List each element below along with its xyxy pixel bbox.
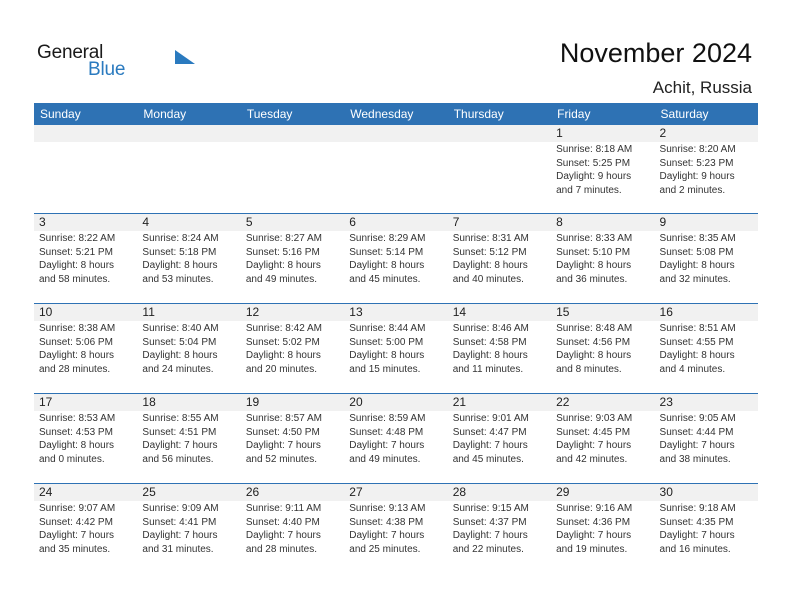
sunset-text: Sunset: 5:18 PM: [142, 246, 217, 258]
daylight-text: Daylight: 8 hours: [142, 350, 218, 361]
day-number: [142, 125, 240, 142]
day-cell: [137, 484, 240, 556]
day-number: 19: [245, 395, 260, 409]
day-number: 1: [556, 126, 563, 140]
day-number: 17: [39, 395, 53, 409]
day-number: 9: [659, 215, 667, 229]
sunset-text: Sunset: 5:14 PM: [349, 246, 424, 258]
day-cell: [34, 484, 137, 556]
sunrise-text: Sunrise: 8:31 AM: [452, 233, 529, 244]
sunset-text: Sunset: 5:08 PM: [659, 246, 734, 258]
daylight-text: Daylight: 7 hours: [659, 440, 735, 451]
week-row: [34, 213, 758, 303]
sunrise-text: Sunrise: 8:59 AM: [349, 413, 426, 424]
day-cell: [241, 394, 344, 466]
sunset-text: Sunset: 5:00 PM: [349, 336, 424, 348]
weekday-friday: Friday: [557, 107, 591, 121]
daylight-minutes-text: and 35 minutes.: [39, 543, 111, 555]
weekday-sunday: Sunday: [40, 107, 81, 121]
daylight-text: Daylight: 8 hours: [452, 350, 528, 361]
daylight-text: Daylight: 7 hours: [349, 530, 425, 541]
daylight-minutes-text: and 56 minutes.: [142, 453, 214, 465]
daylight-minutes-text: and 2 minutes.: [659, 184, 726, 196]
sunset-text: Sunset: 4:58 PM: [452, 336, 527, 348]
sunrise-text: Sunrise: 9:01 AM: [452, 413, 529, 424]
weekday-monday: Monday: [143, 107, 187, 121]
daylight-text: Daylight: 8 hours: [39, 350, 115, 361]
day-cell: [551, 125, 654, 197]
daylight-text: Daylight: 8 hours: [245, 260, 321, 271]
daylight-minutes-text: and 49 minutes.: [349, 453, 421, 465]
day-number: 22: [556, 395, 570, 409]
daylight-text: Daylight: 7 hours: [452, 440, 528, 451]
daylight-text: Daylight: 8 hours: [452, 260, 528, 271]
day-number: [39, 125, 137, 142]
day-cell: [448, 484, 551, 556]
day-cell: [448, 304, 551, 376]
daylight-minutes-text: and 28 minutes.: [245, 543, 318, 555]
daylight-text: Daylight: 9 hours: [556, 171, 632, 182]
daylight-text: Daylight: 7 hours: [245, 530, 321, 541]
sunrise-text: Sunrise: 8:40 AM: [142, 323, 219, 334]
day-cell: [344, 125, 447, 197]
day-number: 2: [659, 126, 667, 140]
daylight-text: Daylight: 8 hours: [349, 350, 425, 361]
daylight-minutes-text: and 7 minutes.: [556, 184, 622, 196]
sunrise-text: Sunrise: 8:22 AM: [39, 233, 116, 244]
daylight-minutes-text: and 15 minutes.: [349, 363, 421, 375]
daylight-text: Daylight: 8 hours: [245, 350, 321, 361]
sunset-text: Sunset: 5:06 PM: [39, 336, 113, 348]
day-number: 16: [659, 305, 673, 319]
page-title: November 2024: [559, 38, 752, 68]
day-number: 14: [452, 305, 467, 319]
day-number: 21: [452, 395, 467, 409]
day-cell: [655, 214, 758, 286]
sunset-text: Sunset: 4:42 PM: [39, 516, 113, 528]
day-number: 25: [142, 485, 156, 499]
sunrise-text: Sunrise: 9:07 AM: [39, 503, 116, 514]
weekday-tuesday: Tuesday: [246, 107, 293, 121]
daylight-minutes-text: and 25 minutes.: [349, 543, 421, 555]
day-number: 26: [245, 485, 260, 499]
day-cell: [34, 214, 137, 286]
daylight-minutes-text: and 19 minutes.: [556, 543, 628, 555]
sunrise-text: Sunrise: 8:53 AM: [39, 413, 116, 424]
day-number: [246, 125, 344, 142]
day-cell: [344, 484, 447, 556]
day-cell: [34, 125, 137, 197]
sunrise-text: Sunrise: 9:15 AM: [452, 503, 529, 514]
sunset-text: Sunset: 4:48 PM: [349, 426, 424, 438]
daylight-minutes-text: and 28 minutes.: [39, 363, 111, 375]
sunset-text: Sunset: 5:16 PM: [245, 246, 320, 258]
sunset-text: Sunset: 4:37 PM: [452, 516, 527, 528]
daylight-text: Daylight: 8 hours: [659, 260, 735, 271]
daylight-minutes-text: and 45 minutes.: [349, 273, 421, 285]
sunrise-text: Sunrise: 8:24 AM: [142, 233, 219, 244]
day-cell: [137, 304, 240, 376]
day-cell: [344, 214, 447, 286]
day-cell: [448, 125, 551, 197]
daylight-text: Daylight: 7 hours: [556, 440, 632, 451]
daylight-text: Daylight: 8 hours: [349, 260, 425, 271]
day-cell: [448, 394, 551, 466]
daylight-minutes-text: and 53 minutes.: [142, 273, 214, 285]
day-number: 20: [349, 395, 363, 409]
weeks-container: [34, 125, 758, 573]
sunset-text: Sunset: 4:50 PM: [245, 426, 320, 438]
day-number: 12: [245, 305, 260, 319]
day-number: 11: [142, 305, 155, 319]
day-cell: [241, 214, 344, 286]
daylight-minutes-text: and 49 minutes.: [245, 273, 318, 285]
day-cell: [34, 304, 137, 376]
day-cell: [34, 394, 137, 466]
sunset-text: Sunset: 4:47 PM: [452, 426, 527, 438]
calendar-grid: [34, 103, 758, 573]
sunset-text: Sunset: 5:25 PM: [556, 157, 631, 169]
logo-word-general: General: [37, 42, 104, 63]
day-number: 10: [39, 305, 53, 319]
sunset-text: Sunset: 4:53 PM: [39, 426, 113, 438]
sunrise-text: Sunrise: 8:20 AM: [659, 144, 736, 155]
day-number: 15: [556, 305, 570, 319]
daylight-text: Daylight: 7 hours: [245, 440, 321, 451]
daylight-text: Daylight: 7 hours: [142, 440, 218, 451]
daylight-text: Daylight: 8 hours: [556, 260, 632, 271]
day-cell: [655, 125, 758, 197]
sunset-text: Sunset: 4:55 PM: [659, 336, 734, 348]
daylight-minutes-text: and 4 minutes.: [659, 363, 726, 375]
day-number: 27: [349, 485, 363, 499]
logo-triangle-icon: [106, 46, 126, 60]
day-cell: [241, 125, 344, 197]
sunrise-text: Sunrise: 9:05 AM: [659, 413, 736, 424]
daylight-minutes-text: and 32 minutes.: [659, 273, 731, 285]
daylight-text: Daylight: 9 hours: [659, 171, 735, 182]
sunrise-text: Sunrise: 8:35 AM: [659, 233, 736, 244]
sunset-text: Sunset: 5:21 PM: [39, 246, 113, 258]
day-number: 24: [39, 485, 53, 499]
day-cell: [551, 484, 654, 556]
daylight-minutes-text: and 31 minutes.: [142, 543, 214, 555]
daylight-text: Daylight: 7 hours: [556, 530, 632, 541]
sunset-text: Sunset: 4:56 PM: [556, 336, 631, 348]
sunset-text: Sunset: 4:45 PM: [556, 426, 631, 438]
day-cell: [551, 304, 654, 376]
sunrise-text: Sunrise: 8:18 AM: [556, 144, 633, 155]
sunrise-text: Sunrise: 8:57 AM: [245, 413, 322, 424]
weekday-saturday: Saturday: [660, 107, 709, 121]
sunrise-text: Sunrise: 8:55 AM: [142, 413, 219, 424]
daylight-minutes-text: and 11 minutes.: [452, 363, 524, 375]
day-number: [349, 125, 447, 142]
sunset-text: Sunset: 5:04 PM: [142, 336, 217, 348]
sunset-text: Sunset: 4:44 PM: [659, 426, 734, 438]
daylight-text: Daylight: 7 hours: [142, 530, 218, 541]
daylight-minutes-text: and 45 minutes.: [452, 453, 524, 465]
sunset-text: Sunset: 5:10 PM: [556, 246, 631, 258]
daylight-minutes-text: and 20 minutes.: [245, 363, 318, 375]
day-number: 28: [452, 485, 467, 499]
sunset-text: Sunset: 5:23 PM: [659, 157, 734, 169]
daylight-minutes-text: and 22 minutes.: [452, 543, 524, 555]
sunset-text: Sunset: 4:51 PM: [142, 426, 217, 438]
sunrise-text: Sunrise: 8:27 AM: [245, 233, 322, 244]
daylight-minutes-text: and 0 minutes.: [39, 453, 105, 465]
daylight-minutes-text: and 8 minutes.: [556, 363, 622, 375]
daylight-minutes-text: and 40 minutes.: [452, 273, 524, 285]
day-number: 30: [659, 485, 673, 499]
sunset-text: Sunset: 4:38 PM: [349, 516, 424, 528]
day-cell: [551, 394, 654, 466]
day-number: 13: [349, 305, 363, 319]
daylight-text: Daylight: 7 hours: [452, 530, 528, 541]
sunrise-text: Sunrise: 8:46 AM: [452, 323, 529, 334]
daylight-text: Daylight: 8 hours: [39, 260, 115, 271]
weekday-wednesday: Wednesday: [350, 107, 414, 121]
day-cell: [655, 304, 758, 376]
weekday-header-row: [34, 103, 758, 125]
daylight-text: Daylight: 7 hours: [349, 440, 425, 451]
sunrise-text: Sunrise: 8:44 AM: [349, 323, 426, 334]
day-cell: [655, 484, 758, 556]
sunrise-text: Sunrise: 9:18 AM: [659, 503, 736, 514]
sunset-text: Sunset: 5:02 PM: [245, 336, 320, 348]
week-row: [34, 483, 758, 573]
daylight-minutes-text: and 16 minutes.: [659, 543, 731, 555]
day-number: 3: [39, 215, 46, 229]
sunrise-text: Sunrise: 8:42 AM: [245, 323, 322, 334]
daylight-minutes-text: and 38 minutes.: [659, 453, 731, 465]
day-cell: [448, 214, 551, 286]
day-number: 8: [556, 215, 563, 229]
day-number: 5: [245, 215, 253, 229]
sunrise-text: Sunrise: 8:51 AM: [659, 323, 736, 334]
day-cell: [137, 214, 240, 286]
sunrise-text: Sunrise: 9:13 AM: [349, 503, 426, 514]
day-cell: [344, 394, 447, 466]
daylight-minutes-text: and 52 minutes.: [245, 453, 318, 465]
day-cell: [241, 484, 344, 556]
sunrise-text: Sunrise: 9:16 AM: [556, 503, 633, 514]
daylight-text: Daylight: 8 hours: [39, 440, 115, 451]
sunset-text: Sunset: 4:41 PM: [142, 516, 217, 528]
day-cell: [655, 394, 758, 466]
week-row: [34, 303, 758, 393]
day-cell: [241, 304, 344, 376]
day-cell: [137, 125, 240, 197]
weekday-thursday: Thursday: [453, 107, 504, 121]
daylight-minutes-text: and 36 minutes.: [556, 273, 628, 285]
day-number: 4: [142, 215, 150, 229]
day-number: 23: [659, 395, 673, 409]
day-cell: [344, 304, 447, 376]
sunset-text: Sunset: 4:36 PM: [556, 516, 631, 528]
week-row: [34, 393, 758, 483]
day-cell: [551, 214, 654, 286]
daylight-text: Daylight: 8 hours: [556, 350, 632, 361]
day-number: [453, 125, 551, 142]
sunrise-text: Sunrise: 8:33 AM: [556, 233, 633, 244]
brand-logo: [37, 42, 137, 82]
week-row: [34, 125, 758, 213]
sunset-text: Sunset: 5:12 PM: [452, 246, 527, 258]
sunrise-text: Sunrise: 8:29 AM: [349, 233, 426, 244]
day-number: 7: [452, 215, 460, 229]
daylight-minutes-text: and 42 minutes.: [556, 453, 628, 465]
daylight-text: Daylight: 8 hours: [142, 260, 218, 271]
sunset-text: Sunset: 4:40 PM: [245, 516, 320, 528]
daylight-text: Daylight: 7 hours: [659, 530, 735, 541]
daylight-text: Daylight: 8 hours: [659, 350, 735, 361]
location-label: Achit, Russia: [652, 78, 752, 97]
day-number: 29: [556, 485, 570, 499]
day-cell: [137, 394, 240, 466]
daylight-minutes-text: and 24 minutes.: [142, 363, 214, 375]
day-number: 6: [349, 215, 356, 229]
daylight-text: Daylight: 7 hours: [39, 530, 115, 541]
sunrise-text: Sunrise: 9:09 AM: [142, 503, 219, 514]
daylight-minutes-text: and 58 minutes.: [39, 273, 111, 285]
sunrise-text: Sunrise: 8:48 AM: [556, 323, 633, 334]
sunrise-text: Sunrise: 9:03 AM: [556, 413, 633, 424]
sunrise-text: Sunrise: 8:38 AM: [39, 323, 116, 334]
day-number: 18: [142, 395, 156, 409]
sunrise-text: Sunrise: 9:11 AM: [245, 503, 322, 514]
logo-word-blue: Blue: [88, 59, 126, 80]
sunset-text: Sunset: 4:35 PM: [659, 516, 734, 528]
